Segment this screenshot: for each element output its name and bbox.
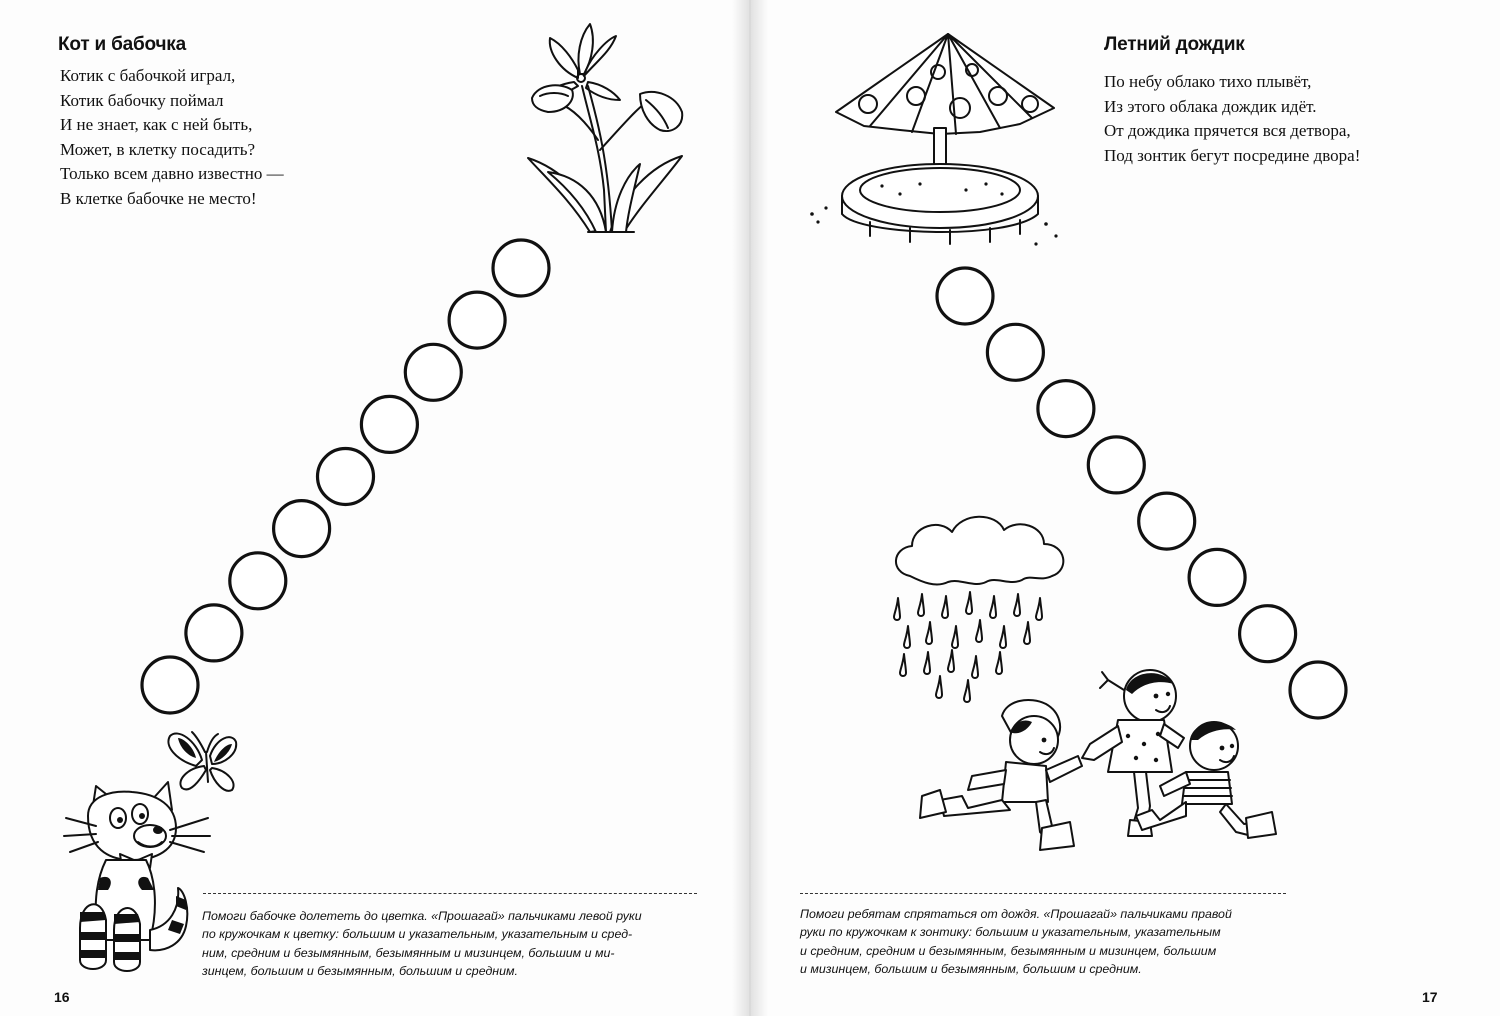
- instruction-line: и средним, средним и безымянным, безымянным и мизинцем, большим: [800, 943, 1217, 958]
- poem-line: Может, в клетку посадить?: [60, 139, 256, 159]
- stepping-stone: [1088, 437, 1144, 493]
- left-page-title: Кот и бабочка: [58, 34, 186, 55]
- raindrop: [1036, 598, 1042, 620]
- raindrop: [936, 676, 942, 698]
- raindrop: [1014, 594, 1020, 616]
- stepping-stone: [318, 449, 374, 505]
- cat-icon: [64, 782, 210, 971]
- stepping-stone: [493, 240, 549, 296]
- right-page-title: Летний дождик: [1104, 34, 1245, 55]
- poem-line: Котик бабочку поймал: [60, 90, 224, 110]
- page-number-right: 17: [1422, 989, 1438, 1005]
- raindrop: [948, 650, 954, 672]
- raindrop: [1024, 622, 1030, 644]
- poem-line: Под зонтик бегут посредине двора!: [1104, 145, 1361, 165]
- raindrop: [966, 592, 972, 614]
- instruction-line: ним, средним и безымянным, безымянным и мизинцем, большим и ми-: [202, 945, 615, 960]
- raindrop: [924, 652, 930, 674]
- stepping-stone: [1240, 606, 1296, 662]
- raindrop: [996, 652, 1002, 674]
- raindrop: [900, 654, 906, 676]
- rain-cloud-icon: [894, 517, 1063, 702]
- poem-line: По небу облако тихо плывёт,: [1104, 72, 1312, 91]
- page-number-left: 16: [54, 989, 70, 1005]
- stepping-stone: [987, 324, 1043, 380]
- instruction-line: по кружочкам к цветку: большим и указательным, указательным и сред-: [202, 927, 633, 942]
- running-children-icon: [920, 670, 1276, 850]
- instruction-line: Помоги ребятам спрятаться от дождя. «Прошагай» пальчиками правой: [800, 907, 1232, 921]
- stepping-stone: [1038, 381, 1094, 437]
- raindrop: [964, 680, 970, 702]
- stepping-stone: [274, 501, 330, 557]
- flower-icon: [528, 24, 682, 232]
- stepping-stone: [230, 553, 286, 609]
- poem-line: От дождика прячется вся детвора,: [1104, 121, 1351, 141]
- stepping-stone: [1290, 662, 1346, 718]
- stepping-stone: [937, 268, 993, 324]
- stepping-stone: [1139, 493, 1195, 549]
- stepping-stone: [361, 396, 417, 452]
- poem-line: В клетке бабочке не место!: [60, 188, 257, 208]
- stepping-stone: [1189, 549, 1245, 605]
- raindrop: [990, 596, 996, 618]
- left-stepping-stones: [142, 240, 549, 713]
- instruction-line: Помоги бабочке долететь до цветка. «Прошагай» пальчиками левой руки: [202, 909, 642, 923]
- raindrop: [926, 622, 932, 644]
- stepping-stone: [449, 292, 505, 348]
- butterfly-icon: [168, 732, 236, 791]
- raindrop: [972, 656, 978, 678]
- poem-line: И не знает, как с ней быть,: [60, 115, 253, 135]
- raindrop: [942, 596, 948, 618]
- poem-line: Котик с бабочкой играл,: [60, 66, 236, 85]
- right-stepping-stones: [937, 268, 1346, 718]
- instruction-line: и мизинцем, большим и безымянным, большим и средним.: [800, 962, 1142, 977]
- instruction-line: зинцем, большим и безымянным, большим и средним.: [202, 964, 518, 979]
- stepping-stone: [186, 605, 242, 661]
- stepping-stone: [142, 657, 198, 713]
- sandbox-umbrella-icon: [810, 34, 1057, 246]
- raindrop: [976, 620, 982, 642]
- raindrop: [952, 626, 958, 648]
- instruction-line: руки по кружочкам к зонтику: большим и указательным, указательным: [800, 925, 1221, 940]
- raindrop: [894, 598, 900, 620]
- raindrop: [1000, 626, 1006, 648]
- raindrop: [904, 626, 910, 648]
- poem-line: Только всем давно известно —: [60, 164, 284, 184]
- stepping-stone: [405, 344, 461, 400]
- poem-line: Из этого облака дождик идёт.: [1104, 96, 1317, 116]
- raindrop: [918, 594, 924, 616]
